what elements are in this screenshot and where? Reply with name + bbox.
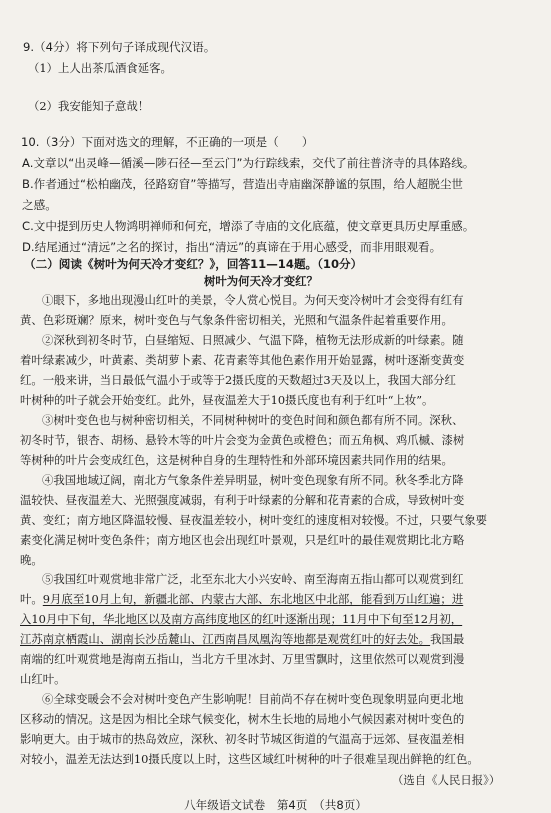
body-text: 影响更大。由于城市的热岛效应，深秋、初冬时节城区街道的气温高于远郊、昼夜温差相 [20,732,465,747]
article-line [42,293,463,307]
article-line [20,493,464,507]
q9-sentence-2: （2）我安能知子意哉！ [28,99,150,113]
underlined-text: 入10月中下旬，华北地区以及南方高纬度地区的红叶逐渐出现；11月中下旬至12月初， [20,612,463,627]
q10-option-c: C.文中提到历史人物鸿明禅师和何充，增添了寺庙的文化底蕴，使文章更具历史厚重感。 [22,219,475,233]
body-text: 黄、色彩斑斓？原来，树叶变色与气象条件密切相关，光照和气温条件起着重要作用。 [20,313,453,327]
article-line [20,652,464,666]
article-line [20,353,464,367]
article-line [20,533,464,547]
underlined-passage-line [20,592,463,606]
source-citation: （选自《人民日报》） [392,773,501,787]
page-footer: 八年级语文试卷 第4页 （共8页） [184,798,367,812]
article-line [20,553,43,567]
body-text: 叶。 [20,592,43,607]
underlined-passage-line [20,632,464,646]
article-line [20,732,464,746]
q9-stem: 9.（4分）将下列句子译成现代汉语。 [23,40,216,54]
body-text: ④我国地域辽阔，南北方气象条件差异明显，树叶变色现象有所不同。秋冬季北方降 [42,472,464,487]
section-heading: （二）阅读《树叶为何天冷才变红？》，回答11—14题。（10分） [24,257,363,271]
article-line [20,373,456,387]
underlined-text: 9月底至10月上旬，新疆北部、内蒙古大部、东北地区中北部，能看到万山红遍；进 [42,592,464,607]
article-line [42,473,463,487]
article-line [20,393,433,407]
body-text: 初冬时节，银杏、胡杨、悬铃木等的叶片会变为金黄色或橙色；而五角枫、鸡爪槭、漆树 [20,432,465,447]
body-text: 着叶绿素减少，叶黄素、类胡萝卜素、花青素等其他色素作用开始显露，树叶逐渐变黄变 [20,352,465,367]
q10-stem: 10.（3分）下面对选文的理解，不正确的一项是（ ） [21,135,314,149]
body-text: 对较小，温差无法达到10摄氏度以上时，这些区域红叶树种的叶子很难呈现出鲜艳的红色。 [20,752,479,766]
body-text: ②深秋到初冬时节，白昼缩短、日照减少、气温下降，植物无法形成新的叶绿素。随 [42,332,464,347]
q9-sentence-1: （1）上人出茶瓜酒食延客。 [28,61,172,75]
body-text: 红。一般来讲，当日最低气温小于或等于2摄氏度的天数超过3天及以上，我国大部分红 [20,372,456,387]
underlined-text: 江苏南京栖霞山、湖南长沙岳麓山、江西南昌凤凰沟等地都是观赏红叶的好去处。 [20,632,431,647]
q10-option-b: B.作者通过“松柏幽茂，径路窈窅”等描写，营造出寺庙幽深静谧的氛围，给人超脱尘世 [22,177,464,191]
article-line [20,453,453,467]
article-line [20,712,464,726]
body-text: 我国最 [430,632,465,647]
body-text: 南端的红叶观赏地是海南五指山，当北方千里冰封、万里雪飘时，这里依然可以观赏到漫 [20,652,465,667]
body-text: 山红叶。 [20,672,66,687]
q10-option-d: D.结尾通过“清远”之名的探讨，指出“清远”的真谛在于用心感受，而非用眼观看。 [22,240,442,254]
q10-option-b-cont: 之感。 [22,198,57,212]
q10-option-a: A.文章以“出灵峰—循溪—陟石径—至云门”为行踪线索，交代了前往普济寺的具体路线。 [22,156,475,170]
article-line [20,672,66,686]
article-line [20,513,487,527]
body-text: 温较快、昼夜温差大、光照强度减弱，有利于叶绿素的分解和花青素的合成，导致树叶变 [20,492,465,507]
article-line [42,413,463,427]
body-text: 叶树种的叶子就会开始变红。此外，昼夜温差大于10摄氏度也有利于红叶“上妆”。 [20,392,434,407]
body-text: 素变化满足树叶变色条件；南方地区也会出现红叶景观，只是红叶的最佳观赏期比北方略 [20,532,465,547]
body-text: ③树叶变色也与树种密切相关，不同树种树叶的变色时间和颜色都有所不同。深秋、 [42,412,464,427]
article-line [20,313,453,327]
article-title: 树叶为何天冷才变红？ [204,274,318,288]
body-text: 黄、变红；南方地区降温较慢、昼夜温差较小，树叶变红的速度相对较慢。不过，只要气象要 [20,512,488,527]
body-text: 等树种的叶片会变成红色，这是树种自身的生理特性和外部环境因素共同作用的结果。 [20,452,453,467]
article-line [42,572,463,586]
body-text: ①眼下，多地出现漫山红叶的美景，令人赏心悦目。为何天变冷树叶才会变得有红有 [42,293,464,307]
article-line [42,692,463,706]
underlined-passage-line [20,612,462,626]
article-line [20,752,479,766]
article-line [42,333,463,347]
body-text: ⑥全球变暖会不会对树叶变色产生影响呢！目前尚不存在树叶变色现象明显向更北地 [42,692,464,707]
body-text: ⑤我国红叶观赏地非常广泛，北至东北大小兴安岭、南至海南五指山都可以观赏到红 [42,572,464,587]
body-text: 区移动的情况。这是因为相比全球气候变化，树木生长地的局地小气候因素对树叶变色的 [20,712,465,727]
body-text: 晚。 [20,552,43,567]
article-line [20,433,464,447]
